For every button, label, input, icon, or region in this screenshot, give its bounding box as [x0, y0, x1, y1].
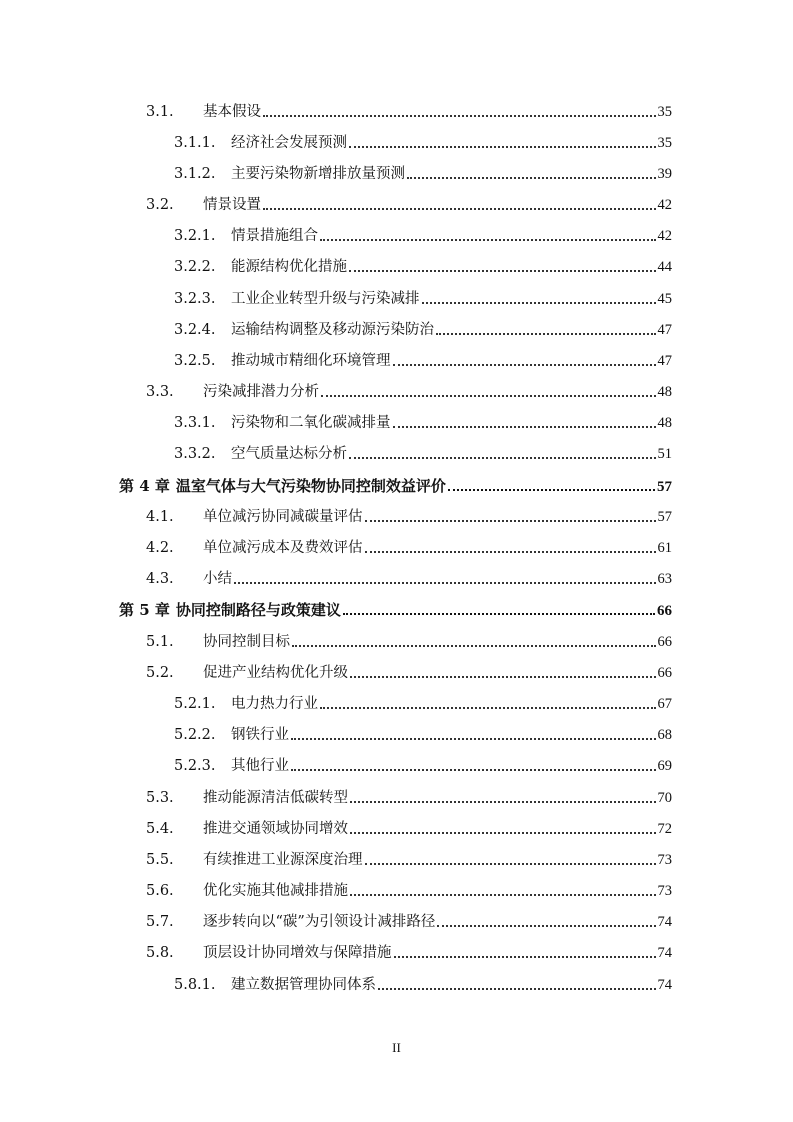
toc-page: 70	[657, 790, 672, 806]
toc-entry-4-1[interactable]	[146, 505, 672, 529]
dot-leader	[321, 381, 656, 397]
toc-title: 钢铁行业	[231, 727, 289, 743]
toc-title: 顶层设计协同增效与保障措施	[203, 945, 392, 961]
toc-number: 4.1.	[146, 509, 174, 525]
toc-entry-5-6[interactable]	[146, 879, 672, 903]
toc-entry-3-1-1[interactable]	[174, 131, 672, 155]
toc-number: 3.3.	[146, 384, 174, 400]
toc-title: 协同控制目标	[203, 634, 290, 650]
toc-page: 57	[657, 509, 672, 525]
toc-page: 45	[657, 291, 672, 307]
toc-entry-3-2-3[interactable]	[174, 287, 672, 311]
toc-title: 情景设置	[203, 197, 261, 213]
toc-page: 74	[657, 914, 672, 930]
toc-number: 5.4.	[146, 821, 174, 837]
toc-entry-3-3-1[interactable]	[174, 411, 672, 435]
toc-title: 促进产业结构优化升级	[203, 665, 348, 681]
toc-title: 主要污染物新增排放量预测	[231, 166, 405, 182]
dot-leader	[436, 319, 656, 335]
toc-page: 73	[657, 883, 672, 899]
toc-page: 47	[657, 353, 672, 369]
dot-leader	[349, 132, 656, 148]
toc-number: 3.1.	[146, 104, 174, 120]
toc-title: 经济社会发展预测	[231, 135, 347, 151]
dot-leader	[263, 194, 656, 210]
toc-entry-3-3-2[interactable]	[174, 442, 672, 466]
toc-title: 工业企业转型升级与污染减排	[231, 291, 420, 307]
toc-title: 优化实施其他减排措施	[203, 883, 348, 899]
toc-number: 5.5.	[146, 852, 174, 868]
dot-leader	[234, 568, 656, 584]
toc-page: 73	[657, 852, 672, 868]
toc-number: 3.2.	[146, 197, 174, 213]
dot-leader	[291, 724, 656, 740]
toc-entry-5-8-1[interactable]	[174, 973, 672, 997]
toc-entry-5-4[interactable]	[146, 817, 672, 841]
toc-number: 5.7.	[146, 914, 174, 930]
toc-title: 运输结构调整及移动源污染防治	[231, 322, 434, 338]
dot-leader	[343, 599, 655, 615]
toc-number: 4.2.	[146, 540, 174, 556]
toc-page: 42	[657, 228, 672, 244]
toc-entry-5-1[interactable]	[146, 630, 672, 654]
toc-page: 68	[657, 727, 672, 743]
toc-title: 污染物和二氧化碳减排量	[231, 415, 391, 431]
toc-number: 4.3.	[146, 571, 174, 587]
toc-chapter-title: 温室气体与大气污染物协同控制效益评价	[175, 477, 446, 495]
toc-number: 3.3.2.	[174, 446, 216, 462]
dot-leader	[350, 662, 656, 678]
toc-page: 69	[657, 758, 672, 774]
toc-title: 单位减污协同减碳量评估	[203, 509, 363, 525]
dot-leader	[320, 693, 656, 709]
toc-page: 74	[657, 945, 672, 961]
toc-page: 66	[657, 603, 672, 619]
dot-leader	[448, 475, 655, 491]
toc-page: 63	[657, 571, 672, 587]
toc-page: 39	[657, 166, 672, 182]
toc-title: 基本假设	[203, 104, 261, 120]
toc-entry-3-2-1[interactable]	[174, 224, 672, 248]
toc-title: 建立数据管理协同体系	[231, 977, 376, 993]
toc-chapter-number: 第 5 章	[119, 601, 170, 619]
toc-entry-5-2[interactable]	[146, 661, 672, 685]
toc-page: 74	[657, 977, 672, 993]
toc-entry-5-3[interactable]	[146, 786, 672, 810]
toc-entry-5-2-2[interactable]	[174, 723, 672, 747]
toc-page: 66	[657, 665, 672, 681]
toc-page: 35	[657, 104, 672, 120]
dot-leader	[365, 849, 656, 865]
dot-leader	[320, 225, 656, 241]
toc-title: 其他行业	[231, 758, 289, 774]
toc-page: 48	[657, 415, 672, 431]
dot-leader	[349, 443, 656, 459]
toc-number: 3.2.5.	[174, 353, 216, 369]
toc-number: 5.3.	[146, 790, 174, 806]
toc-title: 推动城市精细化环境管理	[231, 353, 391, 369]
toc-chapter-4[interactable]	[119, 474, 672, 498]
toc-title: 情景措施组合	[231, 228, 318, 244]
toc-page: 61	[657, 540, 672, 556]
toc-number: 5.6.	[146, 883, 174, 899]
toc-title: 推进交通领域协同增效	[203, 821, 348, 837]
dot-leader	[263, 101, 656, 117]
toc-number: 3.2.2.	[174, 259, 216, 275]
toc-page: 66	[657, 634, 672, 650]
toc-title: 有续推进工业源深度治理	[203, 852, 363, 868]
toc-title: 空气质量达标分析	[231, 446, 347, 462]
dot-leader	[365, 506, 656, 522]
toc-entry-3-3[interactable]	[146, 380, 672, 404]
dot-leader	[350, 880, 656, 896]
dot-leader	[378, 974, 656, 990]
toc-number: 3.3.1.	[174, 415, 216, 431]
toc-number: 5.2.3.	[174, 758, 216, 774]
toc-number: 3.1.2.	[174, 166, 216, 182]
toc-title: 推动能源清洁低碳转型	[203, 790, 348, 806]
toc-number: 3.2.1.	[174, 228, 216, 244]
dot-leader	[407, 163, 656, 179]
toc-entry-4-3[interactable]	[146, 567, 672, 591]
toc-page: 35	[657, 135, 672, 151]
toc-number: 3.2.4.	[174, 322, 216, 338]
toc-page: 51	[657, 446, 672, 462]
dot-leader	[292, 631, 656, 647]
toc-entry-3-2-2[interactable]	[174, 255, 672, 279]
toc-page: 48	[657, 384, 672, 400]
toc-title: 电力热力行业	[231, 696, 318, 712]
toc-entry-3-2-4[interactable]	[174, 318, 672, 342]
toc-entry-5-8[interactable]	[146, 941, 672, 965]
dot-leader	[291, 755, 656, 771]
toc-page: 44	[657, 259, 672, 275]
toc-entry-3-2[interactable]	[146, 193, 672, 217]
toc-title: 逐步转向以“碳”为引领设计减排路径	[203, 914, 436, 930]
toc-page: 72	[657, 821, 672, 837]
toc-entry-4-2[interactable]	[146, 536, 672, 560]
toc-entry-3-2-5[interactable]	[174, 349, 672, 373]
toc-title: 小结	[203, 571, 232, 587]
toc-number: 3.1.1.	[174, 135, 216, 151]
toc-entry-5-5[interactable]	[146, 848, 672, 872]
toc-chapter-title: 协同控制路径与政策建议	[175, 601, 341, 619]
toc-title: 能源结构优化措施	[231, 259, 347, 275]
toc-entry-5-7[interactable]	[146, 910, 672, 934]
toc-page: 47	[657, 322, 672, 338]
dot-leader	[350, 818, 656, 834]
toc-title: 单位减污成本及费效评估	[203, 540, 363, 556]
toc-page: 57	[657, 479, 672, 495]
toc-entry-3-1-2[interactable]	[174, 162, 672, 186]
toc-number: 5.1.	[146, 634, 174, 650]
toc-chapter-number: 第 4 章	[119, 477, 170, 495]
toc-number: 5.8.	[146, 945, 174, 961]
page-number: II	[392, 1040, 401, 1055]
dot-leader	[394, 942, 656, 958]
dot-leader	[422, 288, 656, 304]
dot-leader	[437, 911, 655, 927]
toc-title: 污染减排潜力分析	[203, 384, 319, 400]
toc-chapter-5[interactable]	[119, 598, 672, 622]
toc-number: 3.2.3.	[174, 291, 216, 307]
dot-leader	[365, 537, 656, 553]
toc-entry-3-1[interactable]	[146, 100, 672, 124]
toc-page: 67	[657, 696, 672, 712]
dot-leader	[393, 350, 656, 366]
toc-number: 5.2.2.	[174, 727, 216, 743]
toc-number: 5.8.1.	[174, 977, 216, 993]
toc-entry-5-2-3[interactable]	[174, 754, 672, 778]
toc-number: 5.2.	[146, 665, 174, 681]
dot-leader	[350, 787, 656, 803]
toc-number: 5.2.1.	[174, 696, 216, 712]
toc-page: 42	[657, 197, 672, 213]
dot-leader	[349, 256, 656, 272]
toc-entry-5-2-1[interactable]	[174, 692, 672, 716]
dot-leader	[393, 412, 656, 428]
